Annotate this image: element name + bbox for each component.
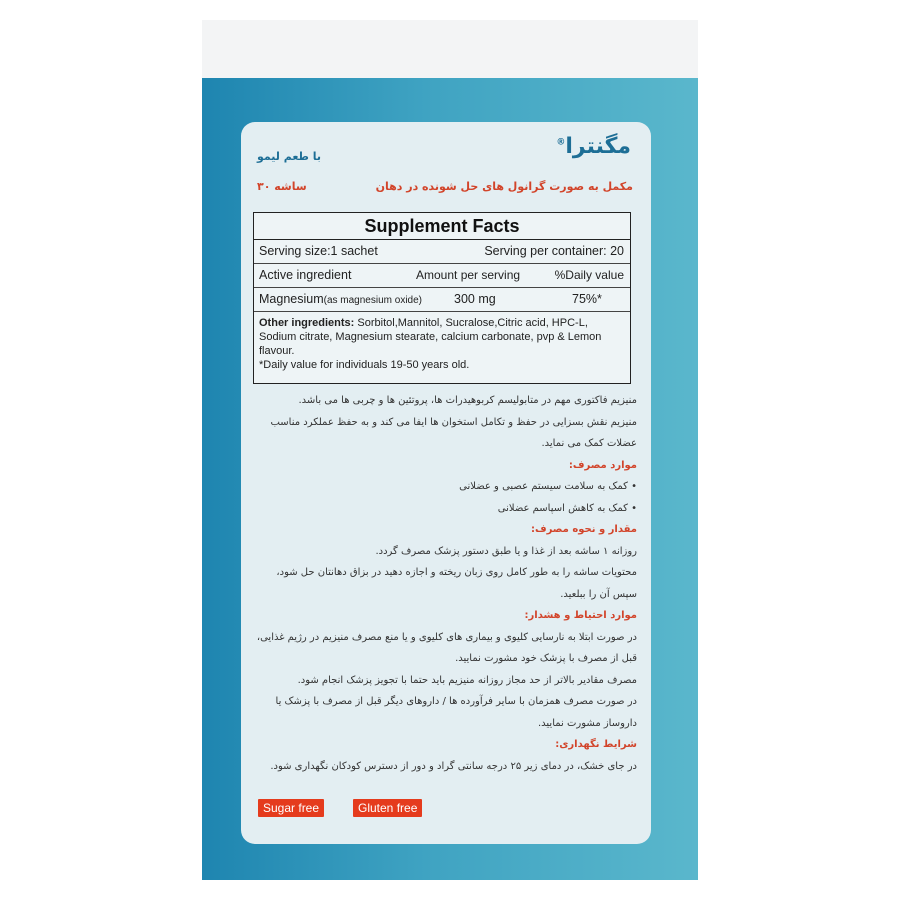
intro-line-2: منیزیم نقش بسزایی در حفظ و تکامل استخوان ها ایفا می کند و به حفظ عملکرد مناسب عضلات کمک می نماید. xyxy=(270,416,637,449)
col-amount-per-serving xyxy=(416,268,520,282)
other-ingredients xyxy=(254,312,630,376)
storage-line-1: در جای خشک، در دمای زیر ۲۵ درجه سانتی گراد و دور از دسترس کودکان نگهداری شود. xyxy=(270,760,637,772)
col-daily-value: %Daily value xyxy=(554,268,624,282)
ingredient-daily-value: 75%* xyxy=(572,292,602,306)
ingredient-amount: 300 mg xyxy=(454,292,496,306)
header-row xyxy=(254,264,630,288)
serving-size: Serving size:1 sachet xyxy=(259,244,378,258)
serving-row xyxy=(254,240,630,264)
flavor-label: با طعم لیمو xyxy=(257,150,322,163)
box-top-face xyxy=(202,20,698,80)
storage-heading: شرایط نگهداری: xyxy=(555,739,637,750)
serving-per-container: Serving per container: 20 xyxy=(484,244,624,258)
product-subtitle: مکمل به صورت گرانول های حل شونده در دهان xyxy=(375,180,633,193)
gluten-free-badge: Gluten free xyxy=(353,799,422,817)
col-active-ingredient: Active ingredient xyxy=(259,268,352,282)
other-ingredients-text: Sorbitol,Mannitol, Sucralose,Citric acid, HPC-L, Sodium citrate, Magnesium stearate, calcium carbonate, pvp & Lemon flavour. xyxy=(259,317,602,357)
uses-heading: موارد مصرف: xyxy=(568,459,637,471)
use-item-2: • کمک به کاهش اسپاسم عضلانی xyxy=(255,498,637,520)
ingredient-name-cell xyxy=(259,292,422,306)
ingredient-row xyxy=(254,288,630,312)
facts-title: Supplement Facts xyxy=(254,213,630,240)
sachet-count: ۳۰ ساشه xyxy=(257,180,307,193)
warnings-heading: موارد احتیاط و هشدار: xyxy=(524,610,637,621)
warning-line-3: در صورت مصرف همزمان با سایر فرآورده ها / داروهای دیگر قبل از مصرف با پزشک یا داروساز مشورت نمایید. xyxy=(275,696,637,729)
registered-mark: ® xyxy=(556,137,566,148)
dosage-heading: مقدار و نحوه مصرف: xyxy=(530,524,637,535)
label-panel xyxy=(241,122,651,844)
brand-name: مگنترا xyxy=(565,134,631,159)
brand-logo xyxy=(556,134,631,159)
sugar-free-badge: Sugar free xyxy=(258,799,324,817)
dosage-line-1: روزانه ۱ ساشه بعد از غذا و یا طبق دستور پزشک مصرف گردد. xyxy=(375,545,637,557)
daily-value-footnote: *Daily value for individuals 19-50 years old. xyxy=(259,359,470,371)
dosage-line-2: محتویات ساشه را به طور کامل روی زبان ریخته و اجازه دهید در بزاق دهانتان حل شود، سپس آن را ببلعید. xyxy=(276,567,637,600)
ingredient-name: Magnesium xyxy=(259,292,324,306)
warning-line-2: مصرف مقادیر بالاتر از حد مجاز روزانه منیزیم باید حتما با تجویز پزشک انجام شود. xyxy=(297,674,637,686)
use-item-1: • کمک به سلامت سیستم عصبی و عضلانی xyxy=(255,476,637,498)
warning-line-1: در صورت ابتلا به نارسایی کلیوی و بیماری های کلیوی و یا منع مصرف منیزیم در رژیم غذایی، قبل از مصرف با پزشک خود مشورت نمایید. xyxy=(256,631,637,664)
other-ingredients-label: Other ingredients: xyxy=(259,317,355,329)
product-box xyxy=(202,78,698,880)
intro-line-1: منیزیم فاکتوری مهم در متابولیسم کربوهیدرات ها، پروتئین ها و چربی ها می باشد. xyxy=(298,395,637,406)
ingredient-source: (as magnesium oxide) xyxy=(323,295,422,306)
supplement-facts-table xyxy=(253,212,631,384)
description-text xyxy=(255,390,637,777)
col-amount-text: Amount per serving xyxy=(416,268,521,282)
